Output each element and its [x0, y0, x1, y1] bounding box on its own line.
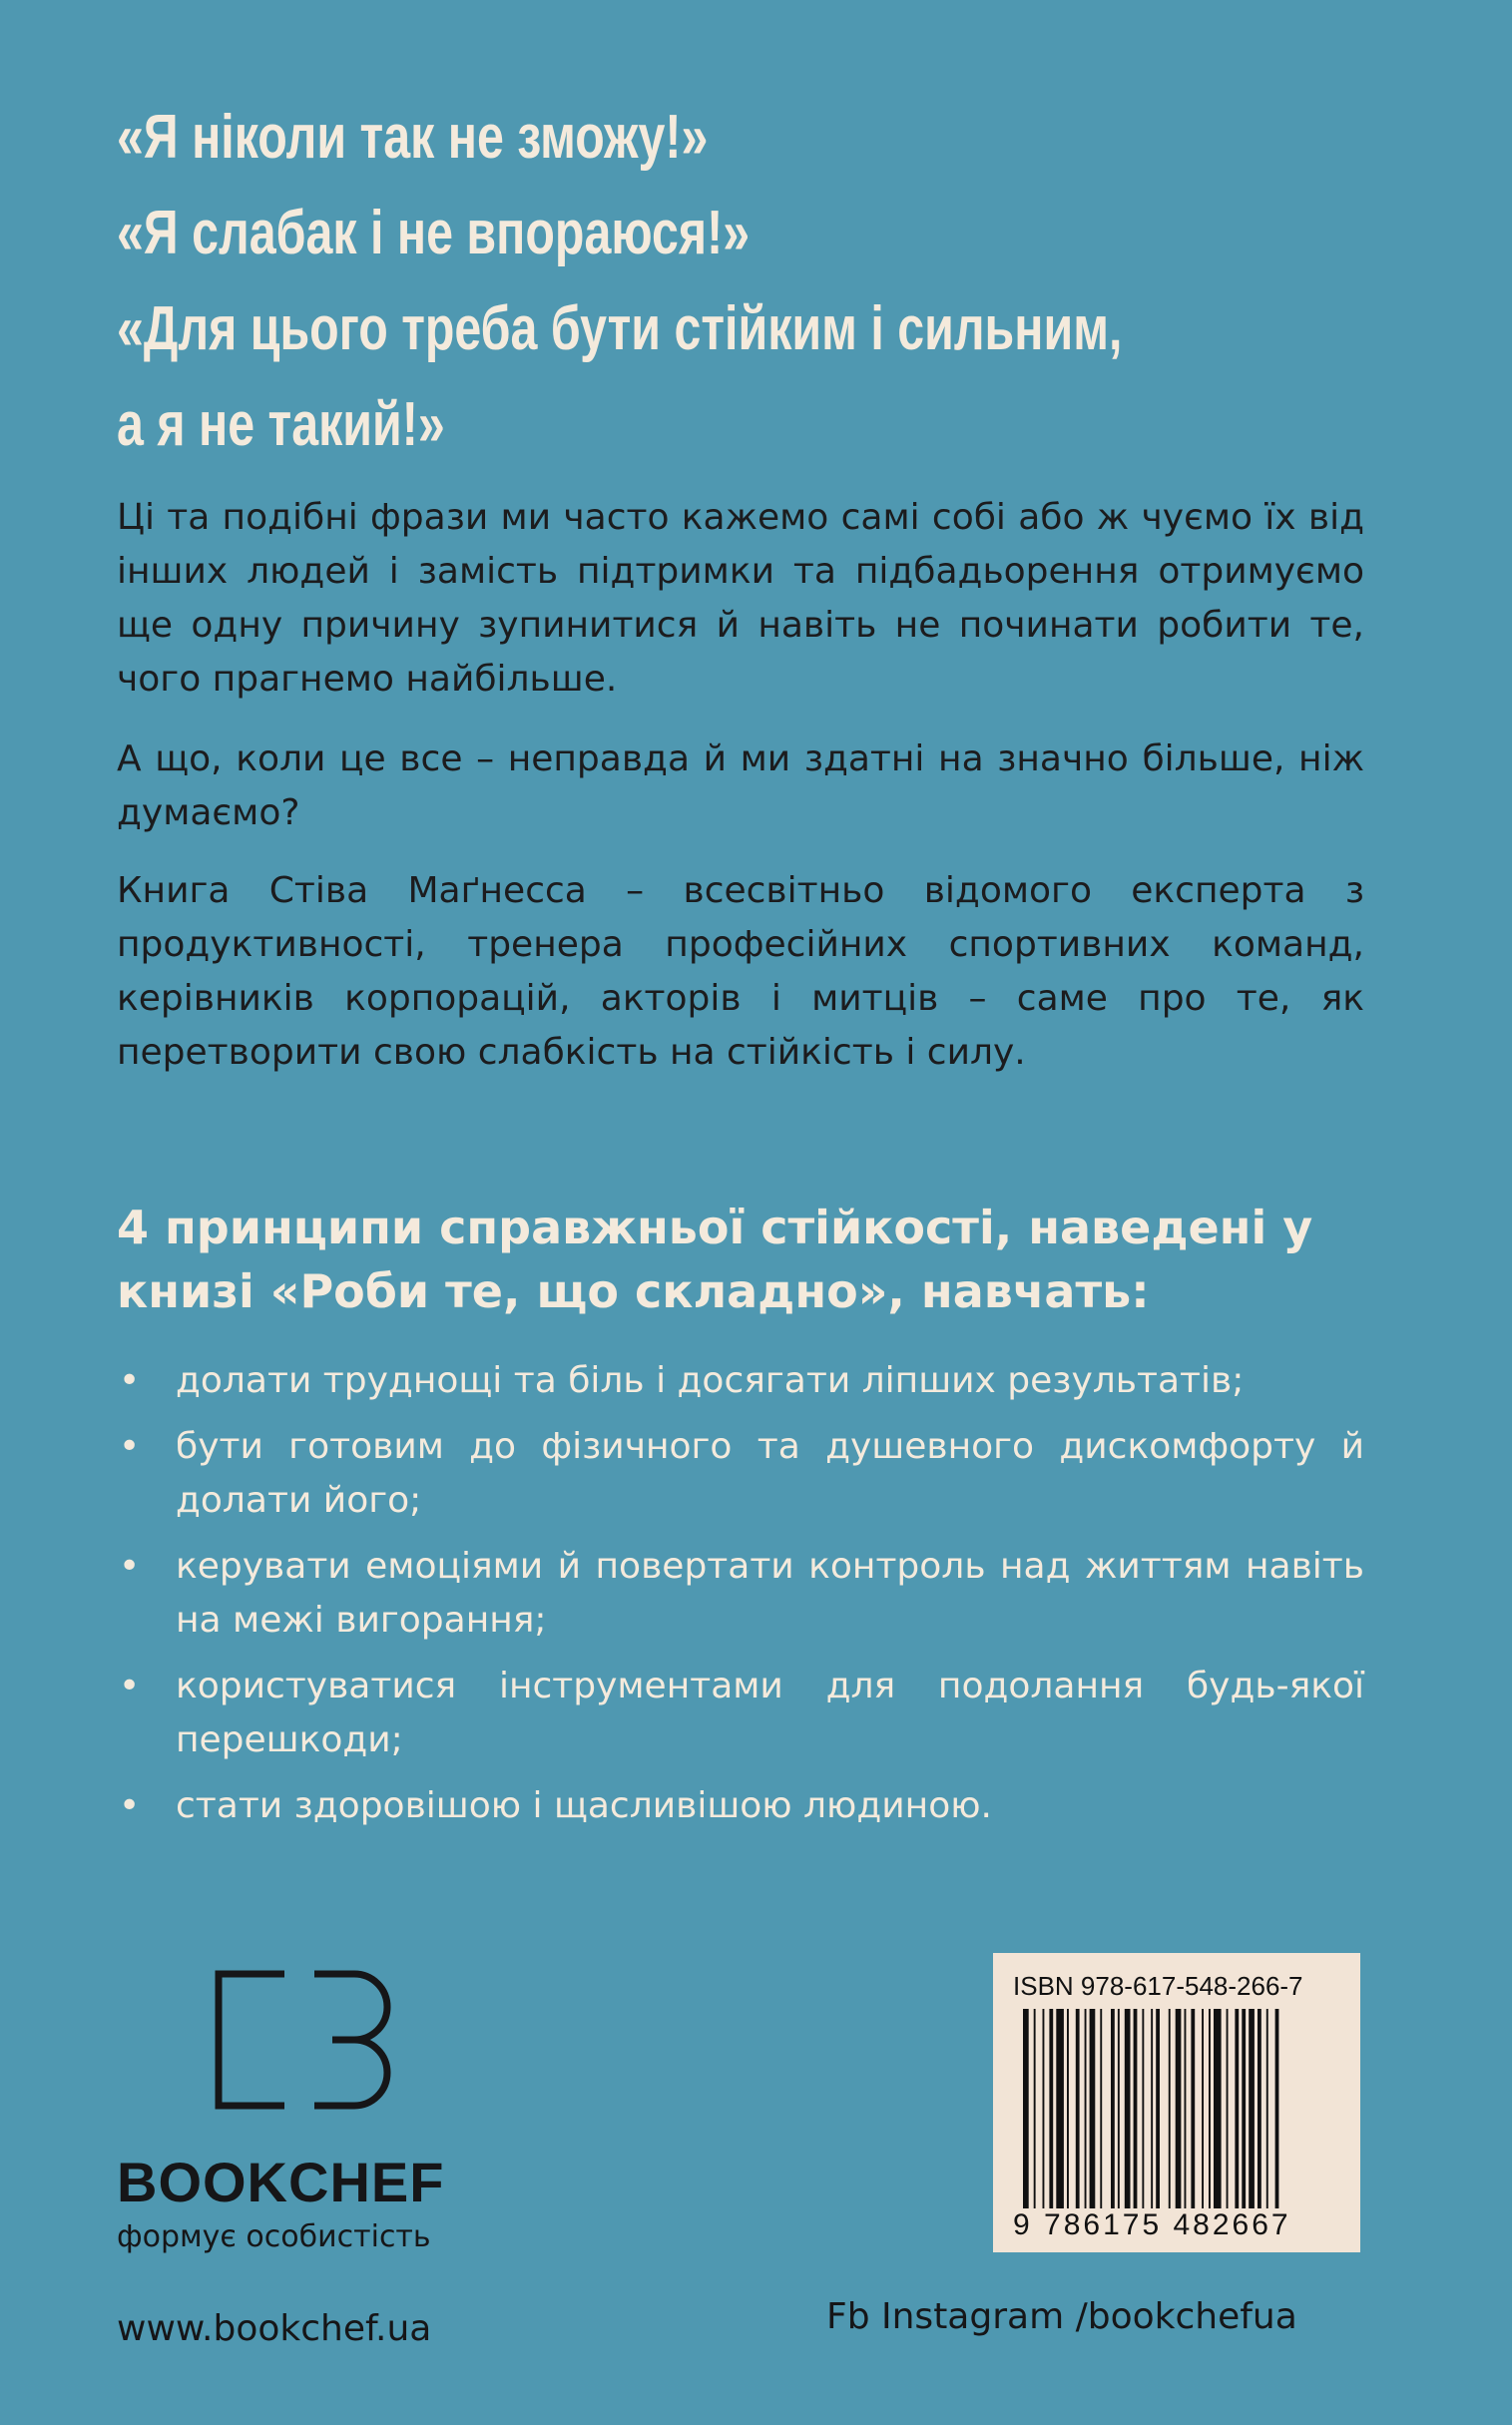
barcode-bar: [1023, 2009, 1029, 2208]
barcode-bar: [1100, 2009, 1102, 2208]
list-item-text: користуватися інструментами для подолання будь-якої перешкоди;: [176, 1666, 1364, 1760]
list-item: [117, 1660, 1364, 1767]
barcode-bar: [1275, 2009, 1279, 2208]
barcode-bar: [1076, 2009, 1080, 2208]
barcode-bar: [1202, 2009, 1204, 2208]
barcode-bar: [1227, 2009, 1229, 2208]
barcode-bar: [1185, 2009, 1187, 2208]
barcode-block: [993, 1953, 1360, 2252]
barcode-bar: [1111, 2009, 1115, 2208]
bullet-icon: •: [119, 1360, 141, 1401]
quote-line-4: а я не такий!»: [117, 390, 445, 459]
bullet-icon: •: [119, 1666, 141, 1706]
isbn-label: ISBN 978-617-548-266-7: [1013, 1971, 1303, 2001]
barcode-bar: [1191, 2009, 1195, 2208]
quote-line-2: «Я слабак і не впораюся!»: [117, 199, 751, 267]
author-paragraph: Книга Стіва Маґнесса – всесвітньо відомого експерта з продуктивності, тренера професійних спортивних команд, керівників корпорацій, акторів і митців – саме про те, як перетворити свою слабкість на стійкість і силу.: [117, 870, 1364, 1073]
barcode-bar: [1142, 2009, 1144, 2208]
principles-list: [117, 1354, 1364, 1845]
barcode-bar: [1258, 2009, 1261, 2208]
publisher-tagline: формує особистість: [117, 2219, 431, 2254]
bullet-icon: •: [119, 1785, 141, 1826]
barcode-bar: [1067, 2009, 1069, 2208]
barcode-bar: [1266, 2009, 1268, 2208]
quote-line-3: «Для цього треба бути стійким і сильним,: [117, 294, 1123, 363]
barcode-bar: [1176, 2009, 1182, 2208]
barcode-bar: [1242, 2009, 1246, 2208]
quotes-block: [117, 90, 1123, 473]
list-item-text: бути готовим до фізичного та душевного дискомфорту й долати його;: [176, 1426, 1364, 1521]
barcode-bar: [1214, 2009, 1222, 2208]
barcode-bar: [1134, 2009, 1138, 2208]
list-item-text: долати труднощі та біль і досягати ліпших результатів;: [176, 1360, 1245, 1401]
barcode-bar: [1156, 2009, 1160, 2208]
list-item-text: стати здоровішою і щасливішою людиною.: [176, 1785, 992, 1826]
principles-heading: 4 принципи справжньої стійкості, наведені у книзі «Роби те, що складно», навчать:: [117, 1201, 1313, 1318]
intro-paragraph: Ці та подібні фрази ми часто кажемо самі собі або ж чуємо їх від інших людей і замість підтримки та підбадьорення отримуємо ще одну причину зупинитися й навіть не починати робити те, чого прагнемо найбільше.: [117, 497, 1364, 700]
bookchef-logo-icon: [215, 1970, 402, 2110]
barcode-bar: [1151, 2009, 1153, 2208]
barcode-bar: [1118, 2009, 1120, 2208]
list-item: [117, 1779, 1364, 1833]
barcode-bar: [1249, 2009, 1255, 2208]
barcode-bar: [1169, 2009, 1171, 2208]
barcode-bar: [1090, 2009, 1096, 2208]
barcode-bar: [1125, 2009, 1131, 2208]
bullet-icon: •: [119, 1426, 141, 1467]
website-link[interactable]: www.bookchef.ua: [117, 2308, 432, 2349]
barcode-bar: [1034, 2009, 1036, 2208]
barcode-bar: [1085, 2009, 1087, 2208]
question-paragraph: А що, коли це все – неправда й ми здатні на значно більше, ніж думаємо?: [117, 738, 1364, 833]
list-item: [117, 1354, 1364, 1408]
barcode-bar: [1056, 2009, 1064, 2208]
social-links[interactable]: Fb Instagram /bookchefua: [826, 2296, 1297, 2337]
barcode-digits: 9 786175 482667: [1013, 2208, 1291, 2241]
barcode-bar: [1043, 2009, 1045, 2208]
barcode-bar: [1209, 2009, 1211, 2208]
publisher-name: BOOKCHEF: [117, 2151, 445, 2213]
list-item: [117, 1540, 1364, 1648]
quote-line-1: «Я ніколи так не зможу!»: [117, 103, 709, 172]
barcode-bar: [1235, 2009, 1239, 2208]
list-item-text: керувати емоціями й повертати контроль над життям навіть на межі вигорання;: [176, 1546, 1364, 1641]
bullet-icon: •: [119, 1546, 141, 1587]
barcode-icon: [1023, 2009, 1342, 2208]
list-item: [117, 1420, 1364, 1528]
barcode-bar: [1049, 2009, 1053, 2208]
